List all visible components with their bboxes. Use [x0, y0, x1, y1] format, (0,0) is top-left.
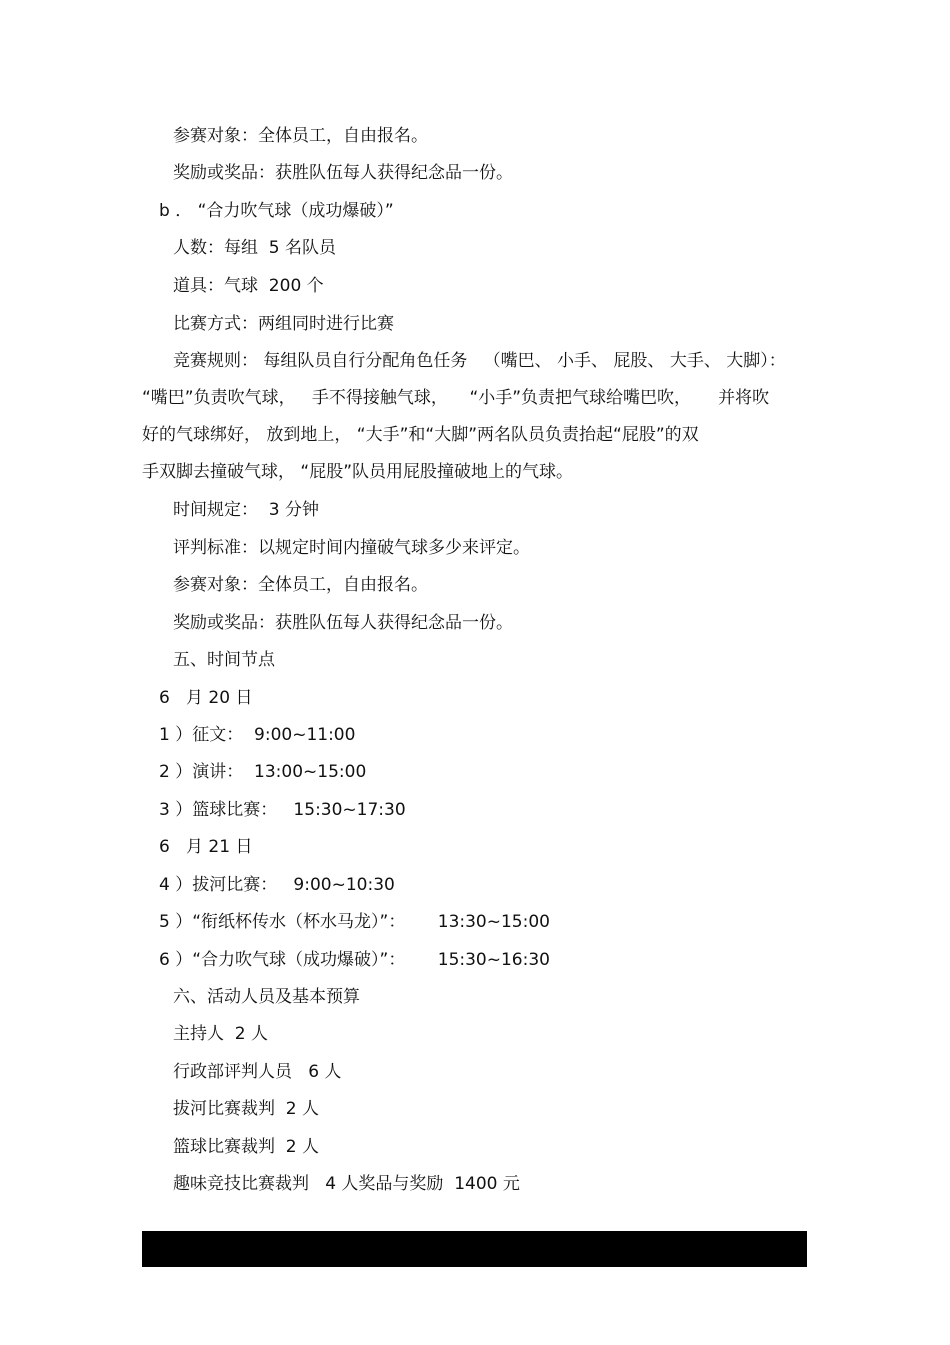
text-line: 好的气球绑好， 放到地上， “大手”和“大脚”两名队员负责抬起“屁股”的双	[142, 425, 699, 445]
section-heading: 五、时间节点	[173, 650, 275, 670]
text-line: 拔河比赛裁判 2 人	[173, 1099, 320, 1119]
text-line: 评判标准：以规定时间内撞破气球多少来评定。	[173, 538, 530, 558]
text-line: 人数：每组 5 名队员	[173, 238, 337, 258]
text-line: 道具：气球 200 个	[173, 276, 324, 296]
schedule-item: 4 ）拔河比赛： 9:00~10:30	[159, 875, 395, 895]
section-heading: 六、活动人员及基本预算	[173, 987, 360, 1007]
text-line: 参赛对象：全体员工，自由报名。	[173, 575, 428, 595]
text-line: 竞赛规则： 每组队员自行分配角色任务 （嘴巴、 小手、 屁股、 大手、 大脚）：	[173, 351, 786, 371]
text-line: 主持人 2 人	[173, 1024, 269, 1044]
text-line: 奖励或奖品：获胜队伍每人获得纪念品一份。	[173, 613, 513, 633]
text-line: 行政部评判人员 6 人	[173, 1062, 342, 1082]
schedule-item: 1 ）征文： 9:00~11:00	[159, 725, 356, 745]
schedule-item: 5 ）“衔纸杯传水（杯水马龙）”： 13:30~15:00	[159, 912, 550, 932]
text-line: 趣味竞技比赛裁判 4 人奖品与奖励 1400 元	[173, 1174, 520, 1194]
text-line: 时间规定： 3 分钟	[173, 500, 320, 520]
text-line: 手双脚去撞破气球， “屁股”队员用屁股撞破地上的气球。	[142, 462, 574, 482]
text-line: 参赛对象：全体员工，自由报名。	[173, 126, 428, 146]
text-line: 比赛方式：两组同时进行比赛	[173, 314, 394, 334]
schedule-item: 3 ）篮球比赛： 15:30~17:30	[159, 800, 406, 820]
schedule-item: 2 ）演讲： 13:00~15:00	[159, 762, 367, 782]
schedule-item: 6 ）“合力吹气球（成功爆破）”： 15:30~16:30	[159, 950, 550, 970]
date-line: 6 月 21 日	[159, 837, 253, 857]
text-line: “嘴巴”负责吹气球， 手不得接触气球， “小手”负责把气球给嘴巴吹， 并将吹	[142, 388, 770, 408]
date-line: 6 月 20 日	[159, 688, 253, 708]
text-line: 篮球比赛裁判 2 人	[173, 1137, 320, 1157]
text-line: 奖励或奖品：获胜队伍每人获得纪念品一份。	[173, 163, 513, 183]
footer-bar	[142, 1231, 807, 1267]
section-heading: b ． “合力吹气球（成功爆破）”	[159, 201, 394, 221]
